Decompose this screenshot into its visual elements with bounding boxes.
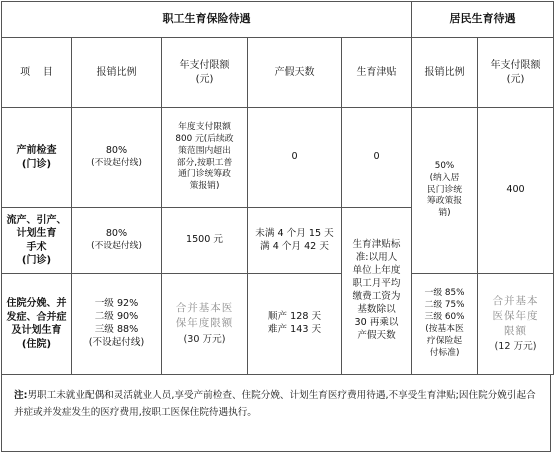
annual-limit-header: 年支付限额 (元) <box>162 38 248 108</box>
resident-inpatient-limit-text: 合并基本 医保年度 限额 <box>492 294 539 337</box>
resident-limit-header: 年支付限额 (元) <box>478 38 554 108</box>
footnote-text: 男职工未就业配偶和灵活就业人员,享受产前检查、住院分娩、计划生育医疗费用待遇,不享受生育津贴;因住院分娩引起合并症或并发症发生的医疗费用,按职工医保住院待遇执行。 <box>14 390 536 418</box>
maternity-benefits-table <box>1 1 554 375</box>
prenatal-limit: 年度支付限额 800 元(后续政 策范围内超出 部分,按职工普 通门诊统筹政 策报销) <box>162 108 248 208</box>
delivery-limit-cell <box>162 274 248 375</box>
abortion-limit: 1500 元 <box>162 208 248 274</box>
resident-outpatient-ratio: 50% (纳入居 民门诊统 筹政策报 销) <box>412 108 478 274</box>
resident-ratio-header: 报销比例 <box>412 38 478 108</box>
abortion-label: 流产、引产、 计划生育 手术 (门诊) <box>2 208 72 274</box>
allowance-rule: 生育津贴标 准:以用人 单位上年度 职工月平均 缴费工资为 基数除以 30 再乘以 产假天数 <box>342 208 412 375</box>
item-column-header: 项 目 <box>2 38 72 108</box>
maternity-days-header: 产假天数 <box>248 38 342 108</box>
group-header-row <box>2 2 554 38</box>
prenatal-ratio: 80% <box>105 145 128 157</box>
abortion-ratio-note: (不设起付线) <box>91 241 142 252</box>
delivery-limit-text: 合并基本医 保年度限额 <box>175 302 234 330</box>
employee-benefits-header: 职工生育保险待遇 <box>2 2 412 38</box>
prenatal-ratio-cell <box>72 108 162 208</box>
abortion-days: 未满 4 个月 15 天 满 4 个月 42 天 <box>248 208 342 274</box>
prenatal-row <box>2 108 554 208</box>
resident-benefits-header: 居民生育待遇 <box>412 2 554 38</box>
abortion-ratio-cell <box>72 208 162 274</box>
resident-inpatient-limit-amount: (12 万元) <box>494 341 537 353</box>
delivery-ratio: 一级 92% 二级 90% 三级 88% (不设起付线) <box>72 274 162 375</box>
prenatal-label: 产前检查 (门诊) <box>2 108 72 208</box>
prenatal-allowance: 0 <box>342 108 412 208</box>
footnote-label: 注: <box>14 390 28 401</box>
prenatal-days: 0 <box>248 108 342 208</box>
abortion-ratio: 80% <box>105 228 128 240</box>
maternity-allowance-header: 生育津贴 <box>342 38 412 108</box>
column-header-row <box>2 38 554 108</box>
resident-outpatient-limit: 400 <box>478 108 554 274</box>
footnote <box>1 374 551 452</box>
reimburse-ratio-header: 报销比例 <box>72 38 162 108</box>
resident-inpatient-limit-cell <box>478 274 554 375</box>
delivery-label: 住院分娩、并 发症、合并症 及计划生育 (住院) <box>2 274 72 375</box>
resident-inpatient-ratio: 一级 85% 二级 75% 三级 60% (按基本医 疗保险起 付标准) <box>412 274 478 375</box>
delivery-row <box>2 274 554 375</box>
delivery-limit-amount: (30 万元) <box>183 333 226 345</box>
prenatal-ratio-note: (不设起付线) <box>91 158 142 169</box>
delivery-days: 顺产 128 天 难产 143 天 <box>248 274 342 375</box>
